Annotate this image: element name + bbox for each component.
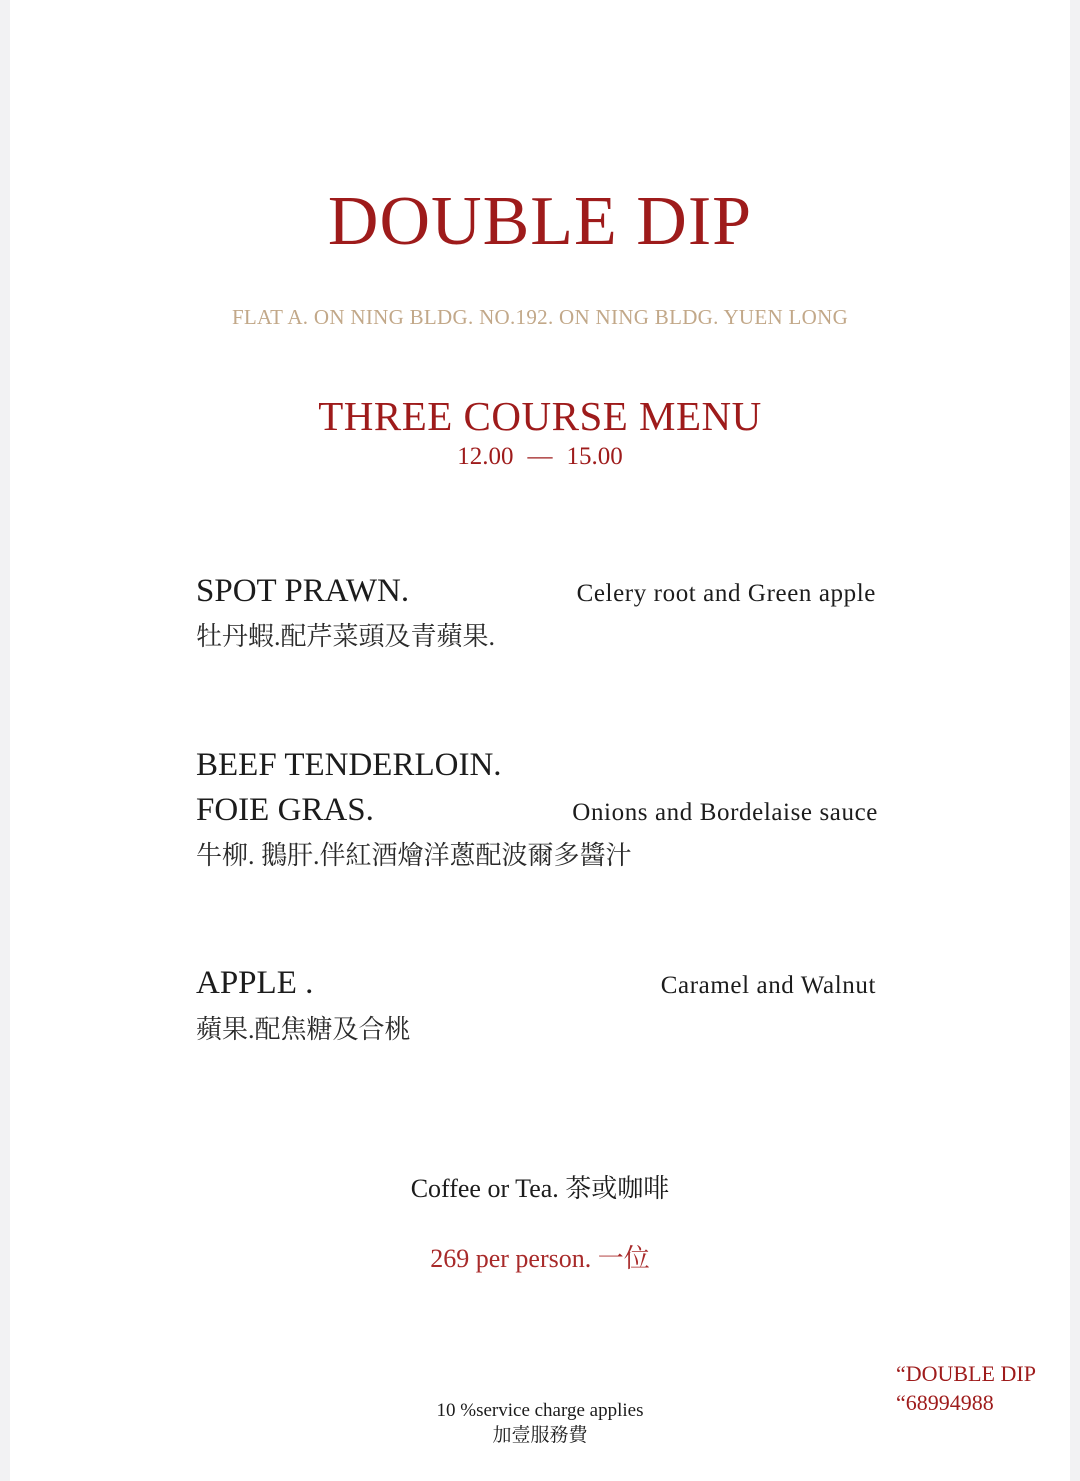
- menu-hours: [10, 443, 1070, 471]
- hours-separator: —: [527, 443, 553, 470]
- course-1-description: Celery root and Green apple: [576, 580, 876, 607]
- course-1-name: SPOT PRAWN.: [196, 573, 410, 609]
- course-2-chinese: 牛柳. 鵝肝.伴紅酒燴洋蔥配波爾多醬汁: [196, 841, 632, 870]
- hours-end: 15.00: [566, 443, 623, 470]
- menu-page: [10, 0, 1070, 1481]
- course-3-name: APPLE .: [196, 965, 314, 1001]
- contact-phone: “68994988: [896, 1390, 994, 1415]
- service-charge-zh: 加壹服務費: [492, 1425, 588, 1446]
- course-3-description: Caramel and Walnut: [660, 972, 876, 999]
- contact-name: “DOUBLE DIP: [896, 1361, 1036, 1386]
- course-2-name-line1: BEEF TENDERLOIN.: [196, 747, 502, 783]
- price-per-person: 269 per person. 一位: [430, 1244, 650, 1273]
- course-2-name-line2: FOIE GRAS.: [196, 792, 374, 828]
- hours-start: 12.00: [457, 443, 514, 470]
- restaurant-title: DOUBLE DIP: [327, 183, 753, 260]
- restaurant-address: FLAT A. ON NING BLDG. NO.192. ON NING BLDG. YUEN LONG: [231, 305, 849, 329]
- drinks-note: Coffee or Tea. 茶或咖啡: [410, 1174, 670, 1203]
- course-3-chinese: 蘋果.配焦糖及合桃: [196, 1015, 411, 1044]
- course-1-chinese: 牡丹蝦.配芹菜頭及青蘋果.: [196, 622, 496, 651]
- service-charge-en: 10 %service charge applies: [436, 1400, 644, 1421]
- menu-title: THREE COURSE MENU: [318, 393, 762, 439]
- course-2-description: Onions and Bordelaise sauce: [572, 799, 878, 826]
